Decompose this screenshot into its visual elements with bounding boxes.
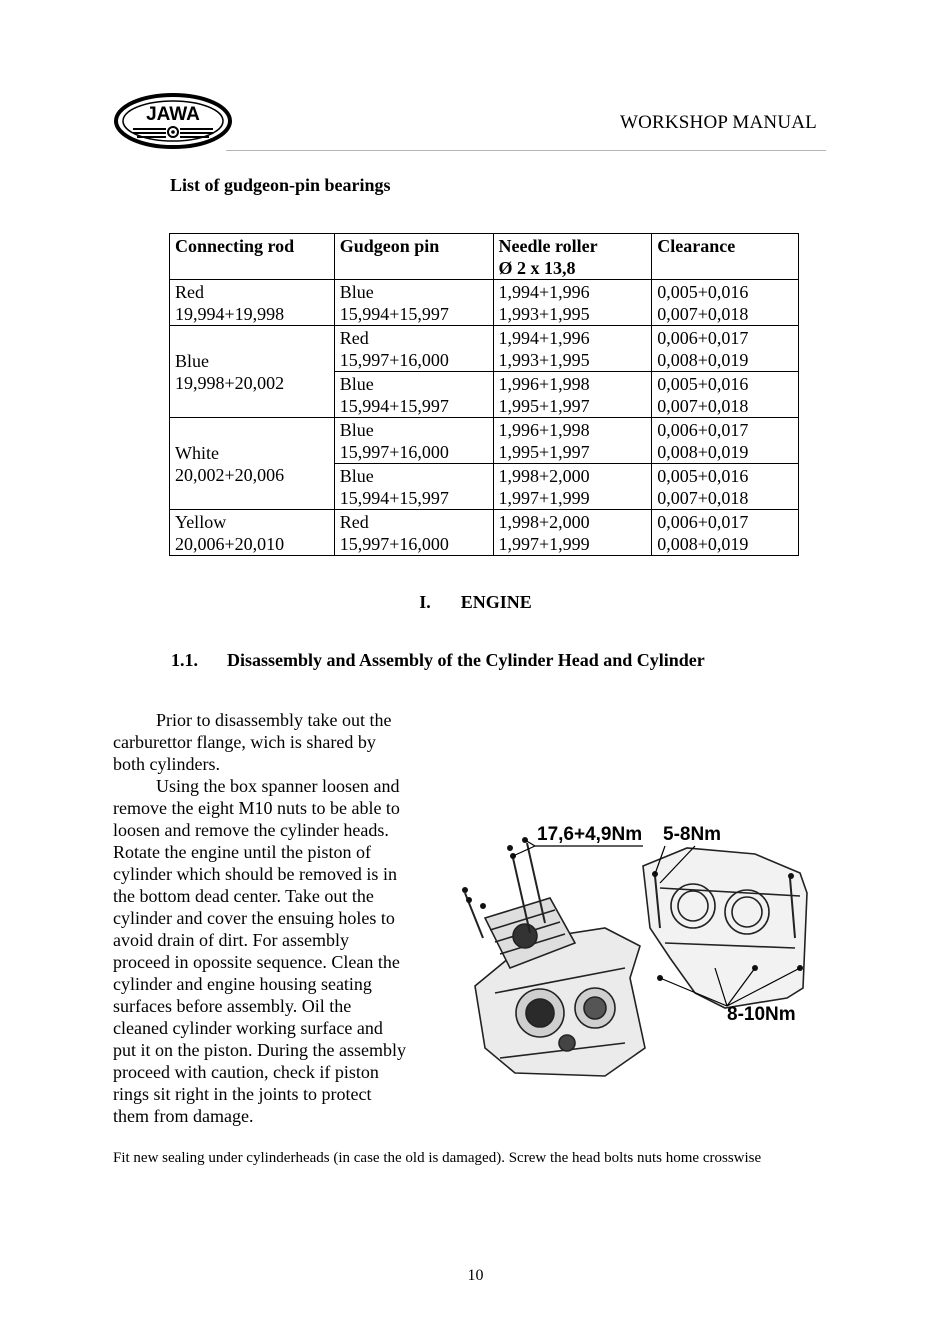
table-row bbox=[170, 510, 799, 556]
rod-range: 19,998+20,002 bbox=[175, 373, 285, 393]
paragraph: Using the box spanner loosen and remove the eight M10 nuts to be able to loosen and remove the cylinder heads. Rotate the engine until the piston of cylinder which should be removed is in the bottom dead center. Take out the cylinder and cover the ensuing holes to avoid drain of dirt. For assembly proceed in opossite sequence. Clean the cylinder and engine housing seating surfaces before assembly. Oil the cleaned cylinder working surface and put it on the piston. During the assembly proceed with caution, check if piston rings sit right in the joints to protect them from damage. bbox=[113, 776, 406, 1126]
needle-cell bbox=[493, 326, 652, 372]
section-title: ENGINE bbox=[460, 592, 532, 612]
pin-cell bbox=[334, 464, 493, 510]
pin-range: 15,994+15,997 bbox=[339, 396, 449, 416]
rod-color: Red bbox=[175, 282, 204, 302]
body-text bbox=[113, 709, 408, 1127]
pin-range: 15,997+16,000 bbox=[339, 350, 449, 370]
pin-range: 15,997+16,000 bbox=[339, 442, 449, 462]
needle-value: 1,997+1,999 bbox=[498, 488, 590, 508]
needle-value: 1,994+1,996 bbox=[498, 328, 590, 348]
rod-color: White bbox=[175, 443, 219, 463]
needle-cell bbox=[493, 280, 652, 326]
needle-cell bbox=[493, 464, 652, 510]
needle-value: 1,993+1,995 bbox=[498, 350, 590, 370]
pin-color: Blue bbox=[339, 420, 374, 440]
clearance-cell bbox=[652, 280, 799, 326]
clearance-value: 0,006+0,017 bbox=[657, 420, 749, 440]
clearance-value: 0,008+0,019 bbox=[657, 442, 749, 462]
needle-cell bbox=[493, 372, 652, 418]
pin-cell bbox=[334, 280, 493, 326]
needle-value: 1,997+1,999 bbox=[498, 534, 590, 554]
gudgeon-pin-bearings-table bbox=[169, 233, 799, 556]
table-header-row bbox=[170, 234, 799, 280]
clearance-cell bbox=[652, 326, 799, 372]
needle-value: 1,998+2,000 bbox=[498, 466, 590, 486]
rod-range: 20,002+20,006 bbox=[175, 465, 285, 485]
engine-cylinder-diagram bbox=[455, 818, 820, 1086]
rod-cell bbox=[170, 418, 335, 510]
subsection-heading bbox=[171, 650, 705, 671]
rod-cell bbox=[170, 510, 335, 556]
clearance-value: 0,005+0,016 bbox=[657, 374, 749, 394]
needle-value: 1,995+1,997 bbox=[498, 396, 590, 416]
header-title: WORKSHOP MANUAL bbox=[619, 112, 817, 133]
clearance-value: 0,006+0,017 bbox=[657, 512, 749, 532]
needle-cell bbox=[493, 418, 652, 464]
header-needle-roller-label: Needle roller bbox=[498, 236, 598, 256]
header-connecting-rod: Connecting rod bbox=[170, 234, 335, 280]
torque-label-case-bolts: 8-10Nm bbox=[727, 1004, 796, 1025]
clearance-cell bbox=[652, 464, 799, 510]
rod-color: Yellow bbox=[175, 512, 227, 532]
pin-range: 15,994+15,997 bbox=[339, 304, 449, 324]
pin-color: Blue bbox=[339, 374, 374, 394]
needle-value: 1,995+1,997 bbox=[498, 442, 590, 462]
table-title: List of gudgeon-pin bearings bbox=[170, 175, 391, 195]
jawa-logo bbox=[113, 92, 233, 150]
pin-range: 15,994+15,997 bbox=[339, 488, 449, 508]
needle-cell bbox=[493, 510, 652, 556]
pin-cell bbox=[334, 326, 493, 372]
clearance-value: 0,008+0,019 bbox=[657, 350, 749, 370]
pin-cell bbox=[334, 510, 493, 556]
needle-value: 1,993+1,995 bbox=[498, 304, 590, 324]
section-heading bbox=[0, 592, 951, 613]
needle-value: 1,994+1,996 bbox=[498, 282, 590, 302]
pin-color: Blue bbox=[339, 282, 374, 302]
header-needle-roller-size: Ø 2 x 13,8 bbox=[498, 258, 576, 278]
table-row bbox=[170, 280, 799, 326]
subsection-title: Disassembly and Assembly of the Cylinder Head and Cylinder bbox=[227, 650, 705, 670]
clearance-value: 0,005+0,016 bbox=[657, 466, 749, 486]
page-number: 10 bbox=[467, 1267, 484, 1284]
header-clearance: Clearance bbox=[652, 234, 799, 280]
header-gudgeon-pin: Gudgeon pin bbox=[334, 234, 493, 280]
header-needle-roller bbox=[493, 234, 652, 280]
subsection-number: 1.1. bbox=[171, 650, 198, 670]
assembly-note: Fit new sealing under cylinderheads (in case the old is damaged). Screw the head bolts nuts home crosswise bbox=[113, 1150, 762, 1166]
table-row bbox=[170, 418, 799, 464]
clearance-value: 0,005+0,016 bbox=[657, 282, 749, 302]
clearance-value: 0,007+0,018 bbox=[657, 396, 749, 416]
clearance-value: 0,008+0,019 bbox=[657, 534, 749, 554]
clearance-value: 0,007+0,018 bbox=[657, 304, 749, 324]
clearance-value: 0,006+0,017 bbox=[657, 328, 749, 348]
pin-color: Blue bbox=[339, 466, 374, 486]
clearance-cell bbox=[652, 418, 799, 464]
torque-label-flange: 5-8Nm bbox=[663, 824, 722, 845]
needle-value: 1,996+1,998 bbox=[498, 420, 590, 440]
needle-value: 1,996+1,998 bbox=[498, 374, 590, 394]
pin-cell bbox=[334, 418, 493, 464]
section-number: I. bbox=[419, 592, 431, 612]
rod-color: Blue bbox=[175, 351, 209, 371]
paragraph: Prior to disassembly take out the carburettor flange, wich is shared by both cylinders. bbox=[113, 710, 392, 774]
torque-label-head-nuts: 17,6+4,9Nm bbox=[537, 824, 643, 845]
pin-cell bbox=[334, 372, 493, 418]
pin-color: Red bbox=[339, 512, 369, 532]
header-rule bbox=[226, 150, 826, 151]
logo-text: JAWA bbox=[146, 104, 200, 125]
pin-color: Red bbox=[339, 328, 369, 348]
clearance-cell bbox=[652, 372, 799, 418]
rod-range: 20,006+20,010 bbox=[175, 534, 285, 554]
rod-cell bbox=[170, 280, 335, 326]
rod-cell bbox=[170, 326, 335, 418]
table-row bbox=[170, 326, 799, 372]
pin-range: 15,997+16,000 bbox=[339, 534, 449, 554]
clearance-value: 0,007+0,018 bbox=[657, 488, 749, 508]
clearance-cell bbox=[652, 510, 799, 556]
rod-range: 19,994+19,998 bbox=[175, 304, 285, 324]
needle-value: 1,998+2,000 bbox=[498, 512, 590, 532]
